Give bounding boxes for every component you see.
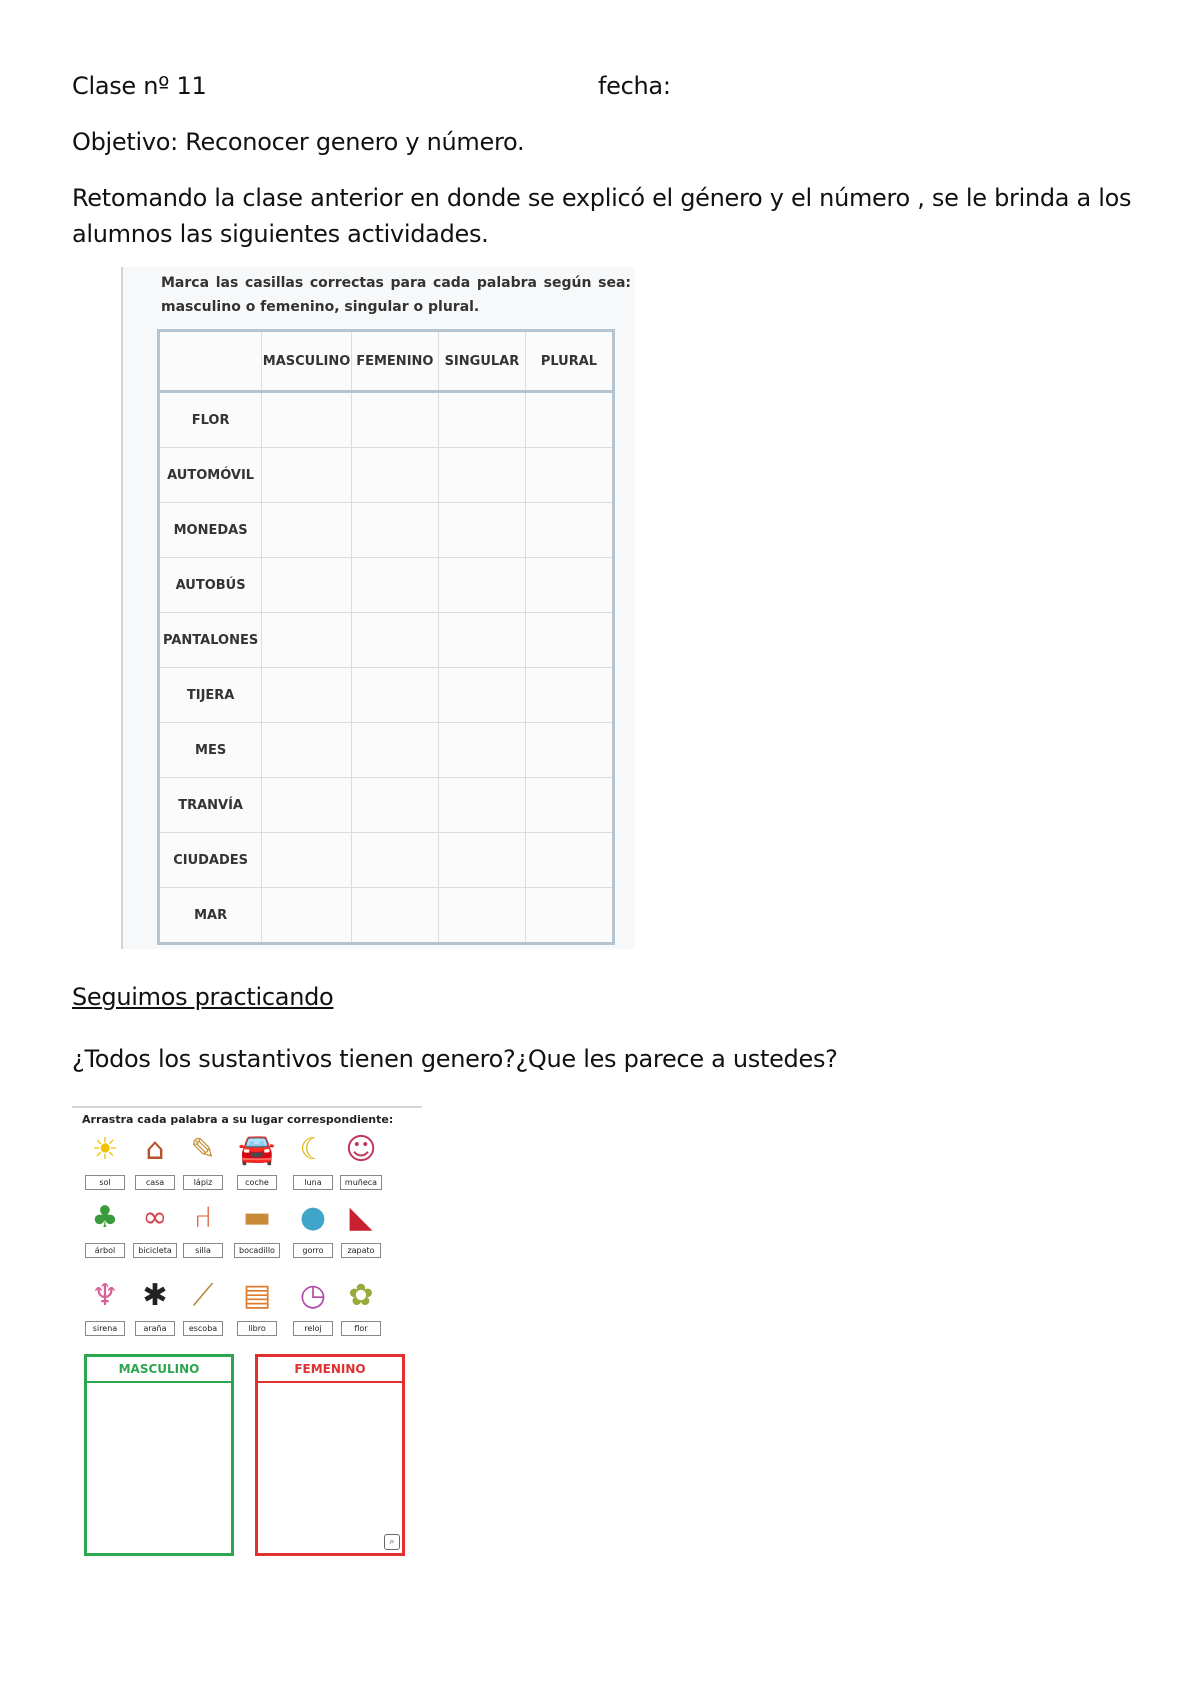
sun-icon: ☀ xyxy=(91,1132,119,1167)
word-card[interactable] xyxy=(228,1130,286,1190)
drag-words-worksheet xyxy=(72,1106,422,1558)
book-icon: ▤ xyxy=(242,1278,272,1313)
masculino-drop-zone[interactable] xyxy=(84,1354,234,1556)
word-label: luna xyxy=(293,1175,333,1190)
checkbox-cell[interactable] xyxy=(438,723,525,778)
checkbox-cell[interactable] xyxy=(525,778,613,833)
gender-number-table xyxy=(157,329,615,945)
checkbox-cell[interactable] xyxy=(438,613,525,668)
row-word: TIJERA xyxy=(159,668,262,723)
word-label: flor xyxy=(341,1321,381,1336)
word-card[interactable] xyxy=(174,1198,232,1258)
column-header: MASCULINO xyxy=(262,331,352,392)
checkbox-cell[interactable] xyxy=(525,723,613,778)
word-card[interactable] xyxy=(174,1276,232,1336)
checkbox-cell[interactable] xyxy=(351,613,438,668)
row-word: CIUDADES xyxy=(159,833,262,888)
word-label: escoba xyxy=(183,1321,223,1336)
checkbox-cell[interactable] xyxy=(525,833,613,888)
checkbox-cell[interactable] xyxy=(438,558,525,613)
checkbox-cell[interactable] xyxy=(351,448,438,503)
checkbox-cell[interactable] xyxy=(262,778,352,833)
checkbox-cell[interactable] xyxy=(525,392,613,448)
checkbox-cell[interactable] xyxy=(262,448,352,503)
word-label: libro xyxy=(237,1321,277,1336)
checkbox-cell[interactable] xyxy=(262,723,352,778)
table-row xyxy=(159,888,614,944)
word-label: gorro xyxy=(293,1243,333,1258)
checkbox-cell[interactable] xyxy=(262,613,352,668)
gender-number-worksheet xyxy=(121,267,635,949)
checkbox-cell[interactable] xyxy=(262,668,352,723)
corner-cell xyxy=(159,331,262,392)
table-row xyxy=(159,668,614,723)
word-label: sol xyxy=(85,1175,125,1190)
checkbox-cell[interactable] xyxy=(438,448,525,503)
checkbox-cell[interactable] xyxy=(525,448,613,503)
table-row xyxy=(159,833,614,888)
checkbox-cell[interactable] xyxy=(351,668,438,723)
house-icon: ⌂ xyxy=(145,1132,165,1167)
table-row xyxy=(159,558,614,613)
word-label: zapato xyxy=(341,1243,381,1258)
broom-icon: ⟋ xyxy=(192,1278,214,1313)
table-row xyxy=(159,723,614,778)
table-row xyxy=(159,503,614,558)
sandwich-icon: ▬ xyxy=(242,1200,272,1235)
column-header: SINGULAR xyxy=(438,331,525,392)
word-label: araña xyxy=(135,1321,175,1336)
word-card[interactable] xyxy=(228,1276,286,1336)
car-icon: 🚘 xyxy=(238,1132,276,1167)
checkbox-cell[interactable] xyxy=(438,668,525,723)
checkbox-cell[interactable] xyxy=(262,392,352,448)
checkbox-cell[interactable] xyxy=(351,503,438,558)
checkbox-cell[interactable] xyxy=(262,503,352,558)
row-word: MES xyxy=(159,723,262,778)
row-word: PANTALONES xyxy=(159,613,262,668)
row-word: TRANVÍA xyxy=(159,778,262,833)
checkbox-cell[interactable] xyxy=(351,888,438,944)
intro-paragraph: Retomando la clase anterior en donde se explicó el género y el número , se le brinda a los alumnos las siguientes actividades. xyxy=(72,184,1132,248)
word-label: silla xyxy=(183,1243,223,1258)
word-card[interactable] xyxy=(332,1198,390,1258)
checkbox-cell[interactable] xyxy=(438,778,525,833)
checkbox-cell[interactable] xyxy=(438,888,525,944)
checkbox-cell[interactable] xyxy=(438,392,525,448)
column-header: PLURAL xyxy=(525,331,613,392)
row-word: MAR xyxy=(159,888,262,944)
row-word: MONEDAS xyxy=(159,503,262,558)
checkbox-cell[interactable] xyxy=(351,833,438,888)
checkbox-cell[interactable] xyxy=(262,888,352,944)
table-row xyxy=(159,778,614,833)
checkbox-cell[interactable] xyxy=(351,392,438,448)
word-label: árbol xyxy=(85,1243,125,1258)
checkbox-cell[interactable] xyxy=(262,833,352,888)
word-label: lápiz xyxy=(183,1175,223,1190)
worksheet-instructions: Marca las casillas correctas para cada palabra según sea: masculino o femenino, singular o plural. xyxy=(161,275,631,315)
word-label: bocadillo xyxy=(234,1243,280,1258)
checkbox-cell[interactable] xyxy=(351,723,438,778)
date-label: fecha: xyxy=(598,72,671,100)
row-word: AUTOMÓVIL xyxy=(159,448,262,503)
bicycle-icon: ∞ xyxy=(142,1200,168,1235)
chair-icon: ⑁ xyxy=(194,1200,212,1235)
hat-icon: ● xyxy=(299,1200,327,1235)
pencil-icon: ✎ xyxy=(190,1132,216,1167)
moon-icon: ☾ xyxy=(299,1132,327,1167)
checkbox-cell[interactable] xyxy=(438,833,525,888)
tree-icon: ♣ xyxy=(91,1200,119,1235)
checkbox-cell[interactable] xyxy=(262,558,352,613)
worksheet-instructions: Arrastra cada palabra a su lugar correspondiente: xyxy=(82,1113,394,1126)
section-question: ¿Todos los sustantivos tienen genero?¿Que les parece a ustedes? xyxy=(72,1045,838,1073)
spider-icon: ✱ xyxy=(142,1278,168,1313)
zoom-icon[interactable]: ⌕ xyxy=(384,1534,400,1550)
doll-icon: ☺ xyxy=(345,1132,377,1167)
flower-icon: ✿ xyxy=(348,1278,374,1313)
row-word: FLOR xyxy=(159,392,262,448)
word-label: bicicleta xyxy=(133,1243,177,1258)
word-card[interactable] xyxy=(228,1198,286,1258)
word-label: sirena xyxy=(85,1321,125,1336)
masculino-title: MASCULINO xyxy=(87,1357,231,1383)
checkbox-cell[interactable] xyxy=(525,558,613,613)
checkbox-cell[interactable] xyxy=(438,503,525,558)
checkbox-cell[interactable] xyxy=(525,668,613,723)
clock-icon: ◷ xyxy=(299,1278,327,1313)
femenino-title: FEMENINO xyxy=(258,1357,402,1383)
objective: Objetivo: Reconocer genero y número. xyxy=(72,128,525,156)
shoe-icon: ◣ xyxy=(349,1200,373,1235)
word-label: muñeca xyxy=(340,1175,382,1190)
femenino-drop-zone[interactable] xyxy=(255,1354,405,1556)
column-header: FEMENINO xyxy=(351,331,438,392)
word-card[interactable] xyxy=(332,1276,390,1336)
row-word: AUTOBÚS xyxy=(159,558,262,613)
word-label: casa xyxy=(135,1175,175,1190)
class-number: Clase nº 11 xyxy=(72,72,207,100)
table-row xyxy=(159,613,614,668)
table-row xyxy=(159,392,614,448)
checkbox-cell[interactable] xyxy=(525,503,613,558)
word-label: reloj xyxy=(293,1321,333,1336)
word-card[interactable] xyxy=(332,1130,390,1190)
checkbox-cell[interactable] xyxy=(525,613,613,668)
word-label: coche xyxy=(237,1175,277,1190)
mermaid-icon: ♆ xyxy=(91,1278,119,1313)
checkbox-cell[interactable] xyxy=(351,558,438,613)
checkbox-cell[interactable] xyxy=(351,778,438,833)
table-row xyxy=(159,448,614,503)
section-title: Seguimos practicando xyxy=(72,983,334,1011)
checkbox-cell[interactable] xyxy=(525,888,613,944)
word-card[interactable] xyxy=(174,1130,232,1190)
